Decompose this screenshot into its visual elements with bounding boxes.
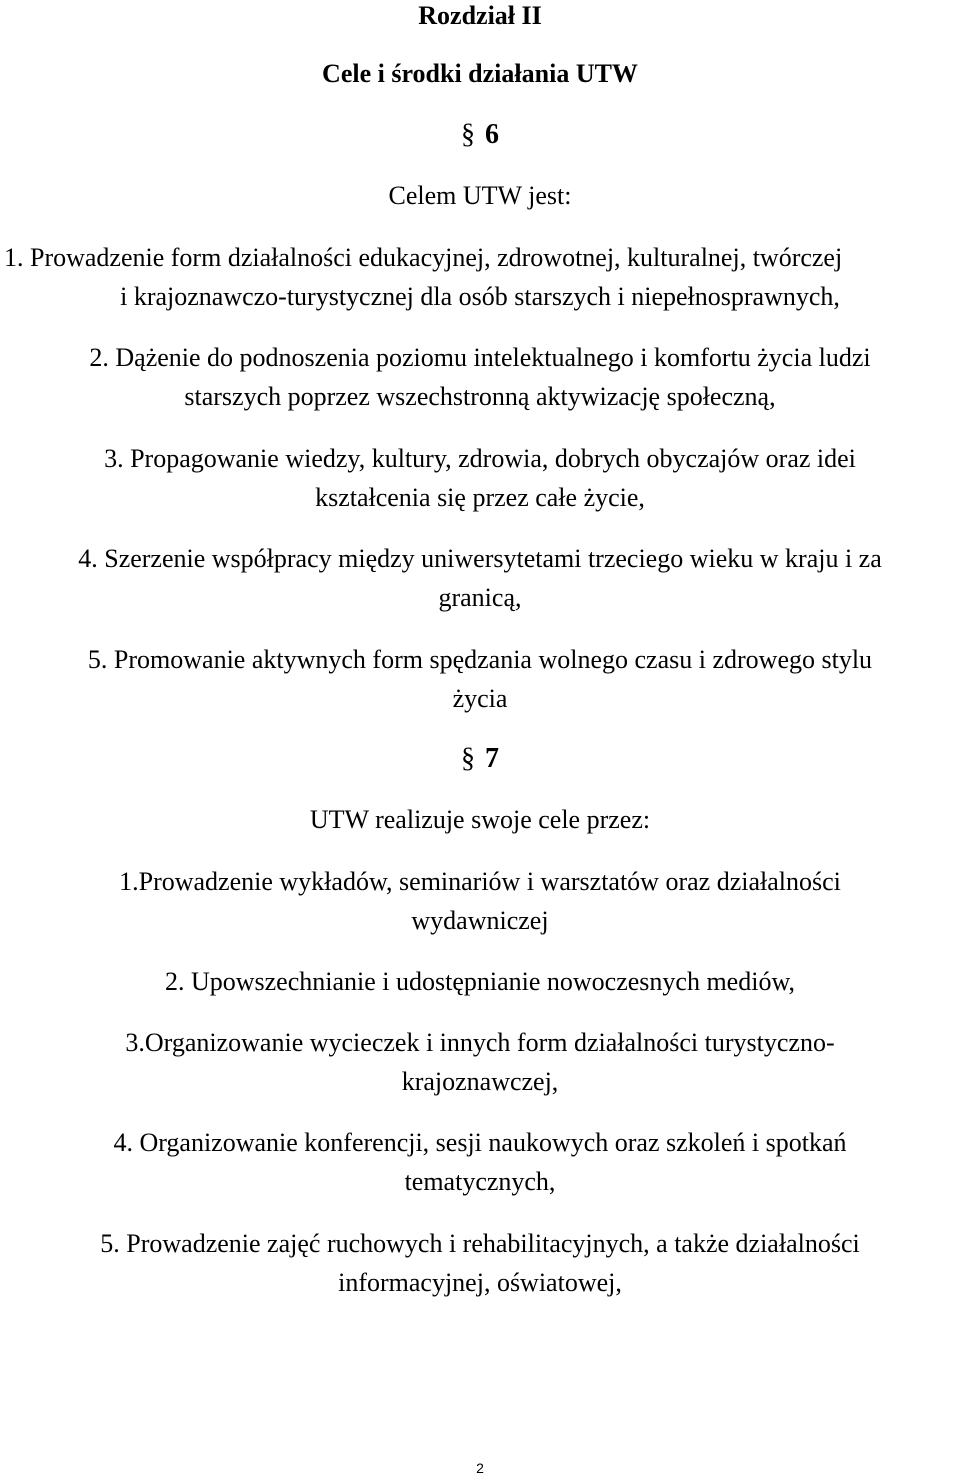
list-item-line: 3.Organizowanie wycieczek i innych form działalności turystyczno- xyxy=(125,1028,835,1057)
section-7-heading xyxy=(0,742,960,776)
section-number: 7 xyxy=(485,743,499,774)
section-6-intro: Celem UTW jest: xyxy=(388,181,572,210)
list-item-line: 3. Propagowanie wiedzy, kultury, zdrowia, dobrych obyczajów oraz idei xyxy=(104,444,856,473)
page-number: 2 xyxy=(476,1460,484,1476)
chapter-number-title: Rozdział II xyxy=(418,1,542,30)
list-item-line: życia xyxy=(452,684,508,713)
chapter-title: Cele i środki działania UTW xyxy=(322,59,638,88)
list-item-line: 1. Prowadzenie form działalności edukacyjnej, zdrowotnej, kulturalnej, twórczej xyxy=(4,243,843,272)
list-item-line: 4. Szerzenie współpracy między uniwersytetami trzeciego wieku w kraju i za xyxy=(78,544,882,573)
list-item-line: kształcenia się przez całe życie, xyxy=(315,483,645,512)
list-item-line: wydawniczej xyxy=(411,906,549,935)
list-item-line: krajoznawczej, xyxy=(401,1067,559,1096)
section-7-intro: UTW realizuje swoje cele przez: xyxy=(309,805,651,834)
list-item-line: tematycznych, xyxy=(404,1167,556,1196)
section-6-heading xyxy=(0,118,960,152)
list-item-line: 1.Prowadzenie wykładów, seminariów i warsztatów oraz działalności xyxy=(119,867,841,896)
section-symbol-icon: § xyxy=(461,743,475,774)
list-item-line: i krajoznawczo-turystycznej dla osób starszych i niepełnosprawnych, xyxy=(120,282,840,311)
list-item-line: 2. Upowszechnianie i udostępnianie nowoczesnych mediów, xyxy=(164,967,796,996)
list-item-line: 5. Prowadzenie zajęć ruchowych i rehabilitacyjnych, a także działalności xyxy=(100,1229,860,1258)
list-item-line: starszych poprzez wszechstronną aktywizację społeczną, xyxy=(184,382,776,411)
list-item-line: informacyjnej, oświatowej, xyxy=(338,1268,622,1297)
section-symbol-icon: § xyxy=(461,119,475,150)
list-item-line: 2. Dążenie do podnoszenia poziomu intelektualnego i komfortu życia ludzi xyxy=(89,343,871,372)
list-item-line: 5. Promowanie aktywnych form spędzania wolnego czasu i zdrowego stylu xyxy=(87,645,873,674)
section-number: 6 xyxy=(485,119,499,150)
list-item-line: granicą, xyxy=(438,583,522,612)
list-item-line: 4. Organizowanie konferencji, sesji naukowych oraz szkoleń i spotkań xyxy=(113,1128,847,1157)
